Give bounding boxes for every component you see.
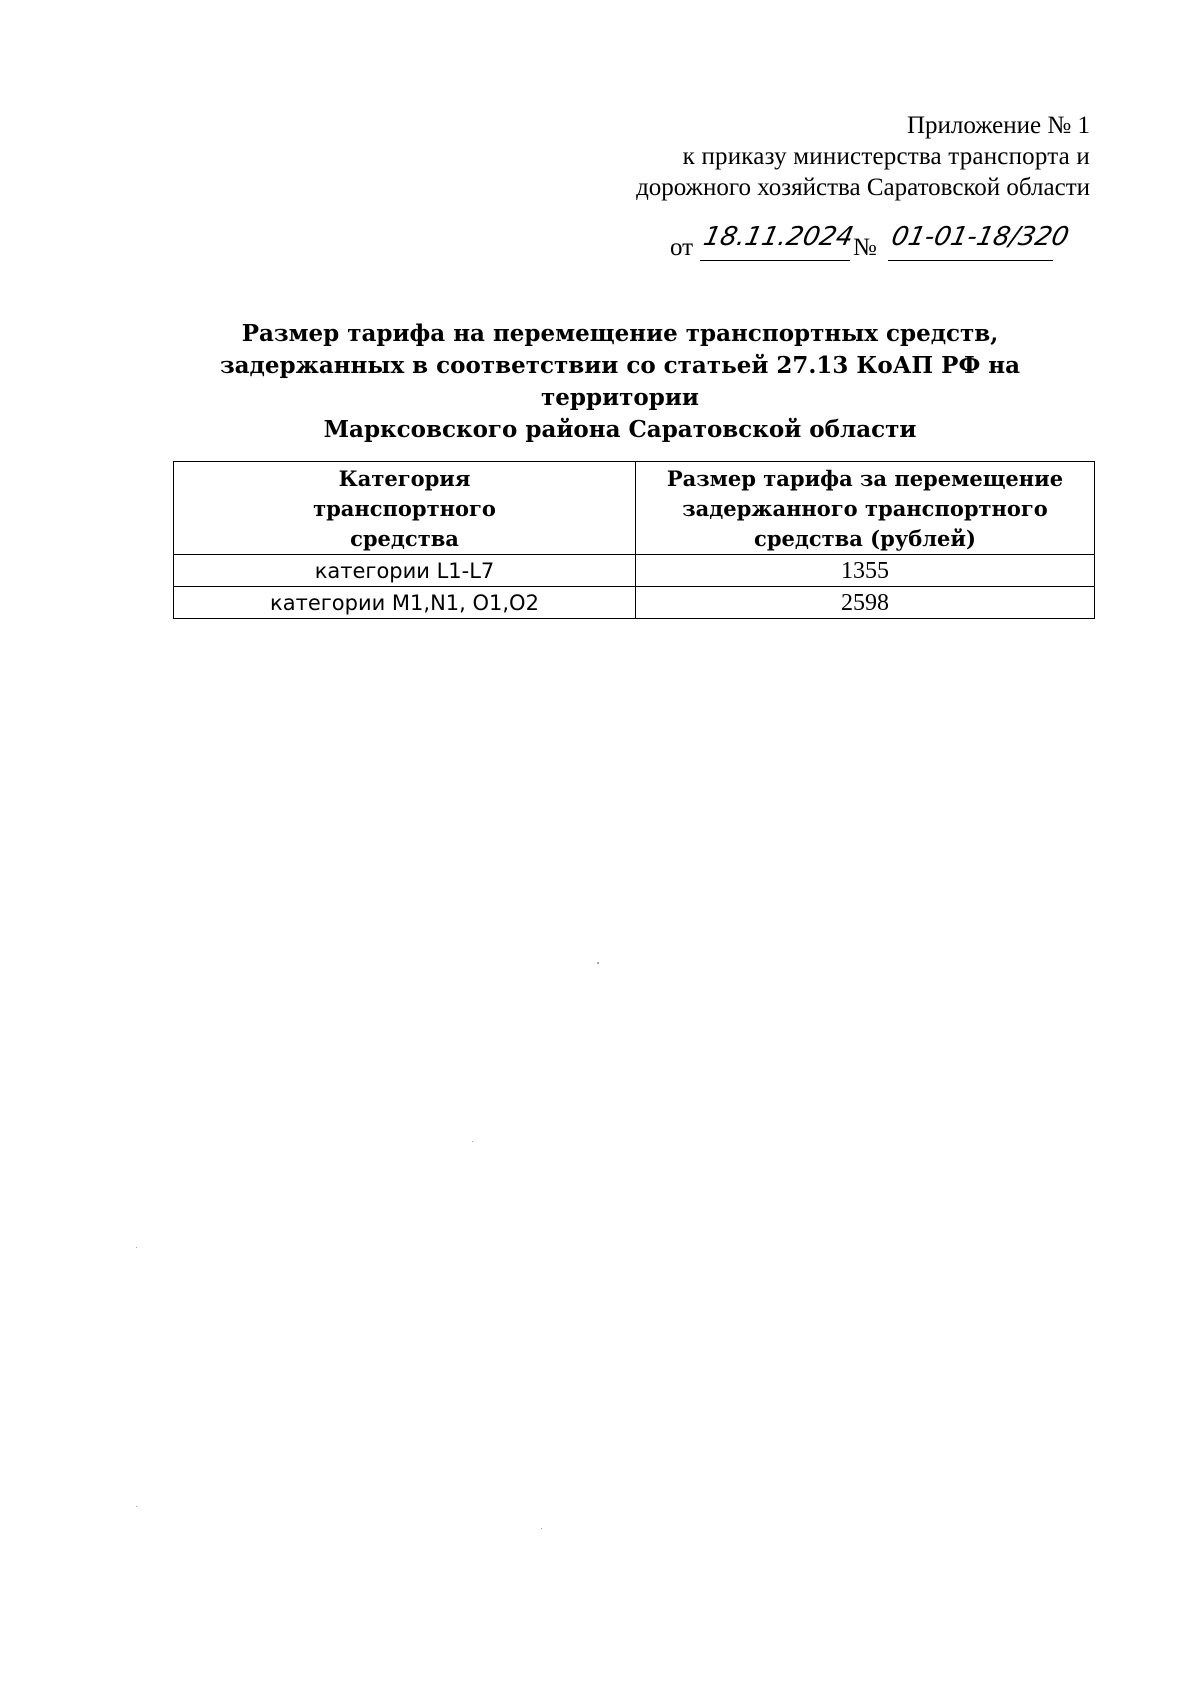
table-header-row (174, 462, 1095, 555)
number-label: № (853, 234, 877, 261)
category-cell: категории L1-L7 (174, 555, 636, 587)
title-line-2: задержанных в соответствии со статьей 27.13 КоАП РФ на территории (219, 352, 1021, 411)
number-field (888, 222, 1072, 261)
document-title (170, 318, 1070, 446)
header-category-line-1: Категория (338, 466, 471, 491)
order-reference: к приказу министерства транспорта и (682, 143, 1090, 170)
order-date-number (670, 222, 1090, 266)
date-field (700, 222, 857, 261)
ministry-name: дорожного хозяйства Саратовской области (636, 174, 1090, 201)
handwritten-date: 18.11.2024 (700, 222, 857, 252)
scan-speck (136, 1506, 137, 1507)
table-row (174, 587, 1095, 619)
tariff-cell: 1355 (636, 555, 1095, 587)
tariff-table (173, 461, 1095, 619)
appendix-header (570, 110, 1090, 203)
scan-speck (541, 1528, 542, 1529)
header-category (174, 462, 636, 555)
header-category-line-3: средства (350, 526, 459, 551)
scan-speck (472, 1141, 473, 1142)
handwritten-number: 01-01-18/320 (888, 222, 1072, 252)
header-tariff-line-2: задержанного транспортного (682, 496, 1048, 521)
category-cell: категории M1,N1, O1,O2 (174, 587, 636, 619)
title-line-1: Размер тарифа на перемещение транспортных средств, (241, 320, 999, 347)
scan-speck (597, 962, 599, 964)
title-line-3: Марксовского района Саратовской области (323, 416, 917, 443)
header-category-line-2: транспортного (313, 496, 496, 521)
date-label: от (670, 234, 694, 261)
header-tariff-line-1: Размер тарифа за перемещение (666, 466, 1064, 491)
scan-speck (136, 1247, 137, 1248)
tariff-cell: 2598 (636, 587, 1095, 619)
header-tariff-line-3: средства (рублей) (754, 526, 976, 551)
table-row (174, 555, 1095, 587)
appendix-number: Приложение № 1 (906, 112, 1090, 139)
header-tariff (636, 462, 1095, 555)
